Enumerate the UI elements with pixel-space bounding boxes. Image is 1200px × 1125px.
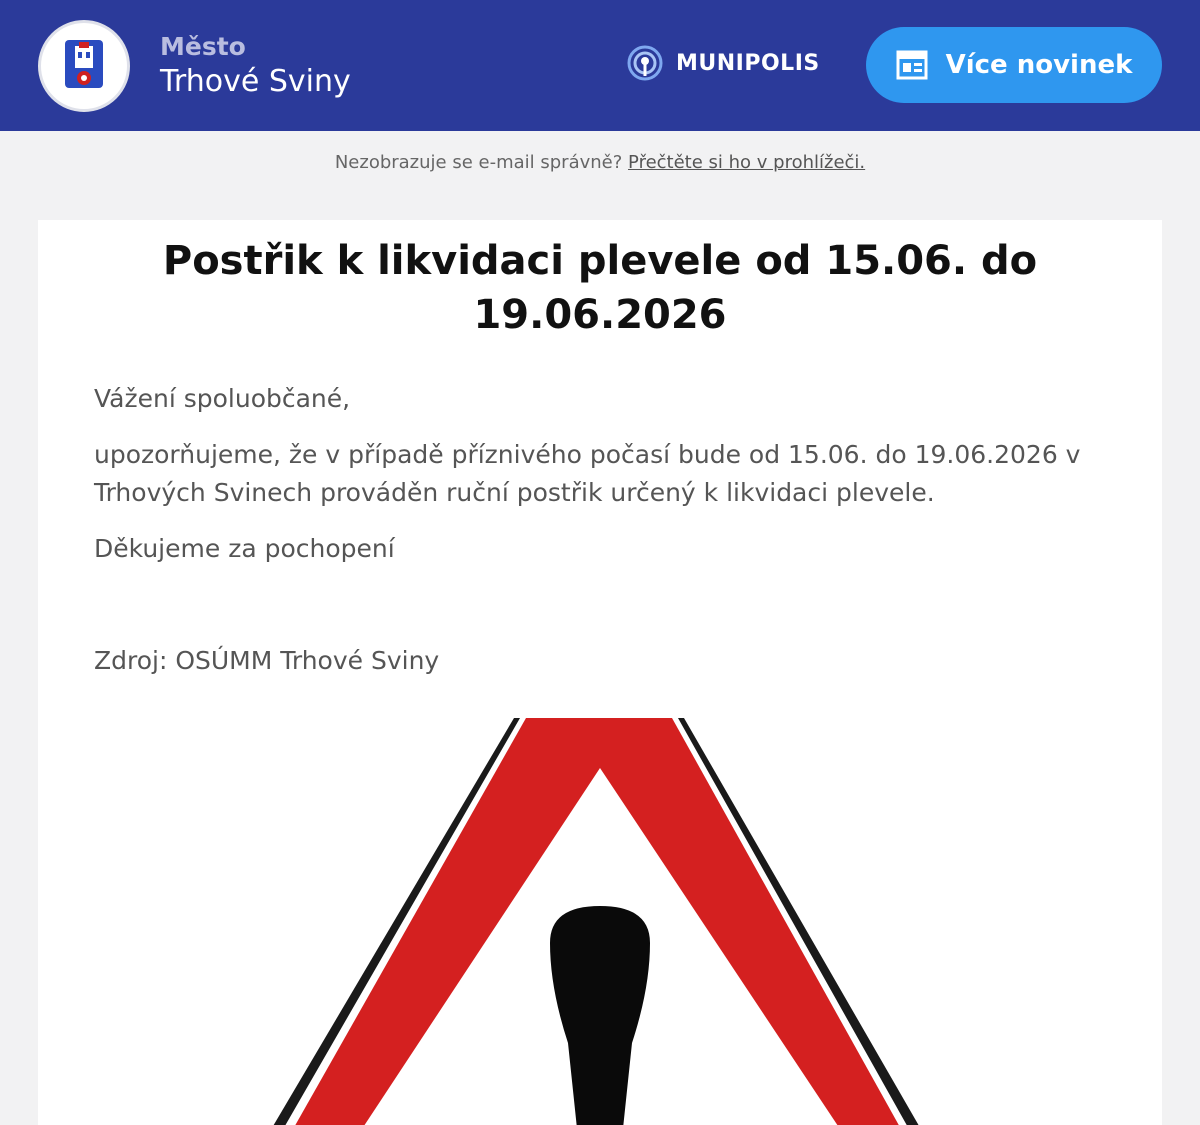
broadcast-icon bbox=[626, 44, 664, 82]
source-text: Zdroj: OSÚMM Trhové Sviny bbox=[94, 646, 440, 675]
warning-triangle-icon bbox=[266, 718, 926, 1125]
browser-note-text: Nezobrazuje se e-mail správně? bbox=[334, 152, 623, 173]
more-news-label: Více novinek bbox=[945, 50, 1133, 80]
body-text: upozorňujeme, že v případě příznivého počasí bude od 15.06. do 19.06.2026 v Trhových Svinech prováděn ruční postřik určený k likvidaci plevele. bbox=[94, 440, 1081, 507]
view-in-browser-link[interactable]: Přečtěte si ho v prohlížeči. bbox=[628, 152, 866, 173]
munipolis-logo[interactable] bbox=[626, 44, 820, 82]
article-card bbox=[38, 220, 1162, 1125]
town-name: Trhové Sviny bbox=[160, 64, 351, 99]
coat-of-arms-icon bbox=[59, 36, 109, 96]
provider-name: MUNIPOLIS bbox=[676, 50, 820, 76]
greeting-text: Vážení spoluobčané, bbox=[94, 384, 351, 413]
thanks-text: Děkujeme za pochopení bbox=[94, 534, 395, 563]
town-logo[interactable] bbox=[38, 20, 130, 112]
town-label: Město bbox=[160, 32, 246, 61]
article-title: Postřik k likvidaci plevele od 15.06. do 19.06.2026 bbox=[162, 238, 1038, 338]
news-icon bbox=[896, 50, 928, 80]
browser-note bbox=[0, 152, 1200, 173]
more-news-button[interactable] bbox=[866, 27, 1162, 103]
header-bar bbox=[0, 0, 1200, 131]
